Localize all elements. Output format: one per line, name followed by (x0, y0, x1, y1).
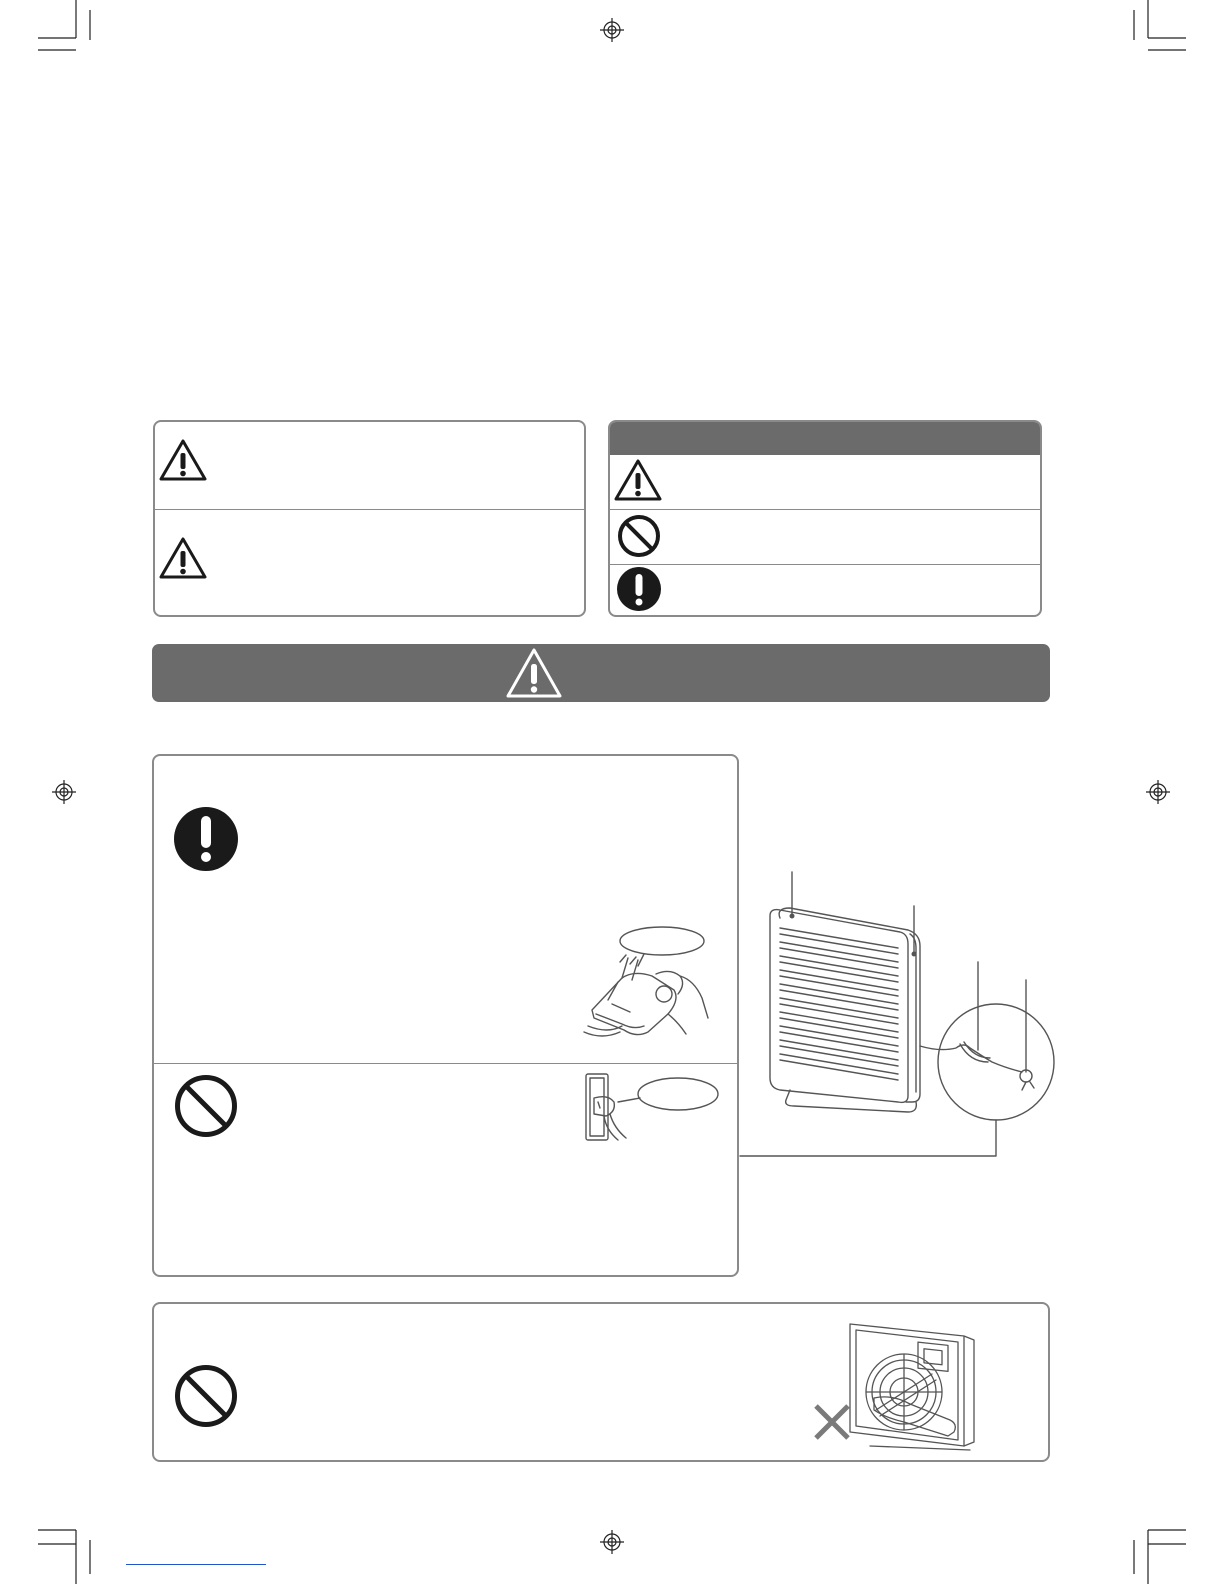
divider (610, 509, 1040, 510)
divider (610, 564, 1040, 565)
plug-in-hand-illustration (582, 922, 712, 1040)
prohibition-icon (617, 514, 661, 558)
footer-link[interactable] (126, 1564, 266, 1565)
divider (154, 1063, 737, 1064)
crosshair-icon (600, 1530, 624, 1554)
plug-in-socket-illustration (584, 1072, 720, 1144)
crosshair-icon (1146, 780, 1170, 804)
exclamation-circle-icon (616, 566, 662, 612)
fan-hand-illustration (840, 1314, 980, 1452)
symbol-legend-box (608, 420, 1042, 617)
crosshair-icon (600, 18, 624, 42)
air-purifier-illustration (760, 866, 1080, 1166)
divider (155, 509, 584, 510)
warning-triangle-icon (613, 458, 663, 502)
x-mark-icon (812, 1402, 852, 1442)
prohibition-icon (174, 1074, 238, 1138)
warning-banner (152, 644, 1050, 702)
signal-word-box (153, 420, 586, 617)
warning-triangle-icon (158, 536, 208, 580)
legend-header-bar (610, 422, 1040, 455)
warning-triangle-icon (504, 646, 564, 700)
crosshair-icon (52, 780, 76, 804)
prohibition-icon (174, 1364, 238, 1428)
warning-triangle-icon (158, 438, 208, 482)
exclamation-circle-icon (173, 806, 239, 872)
